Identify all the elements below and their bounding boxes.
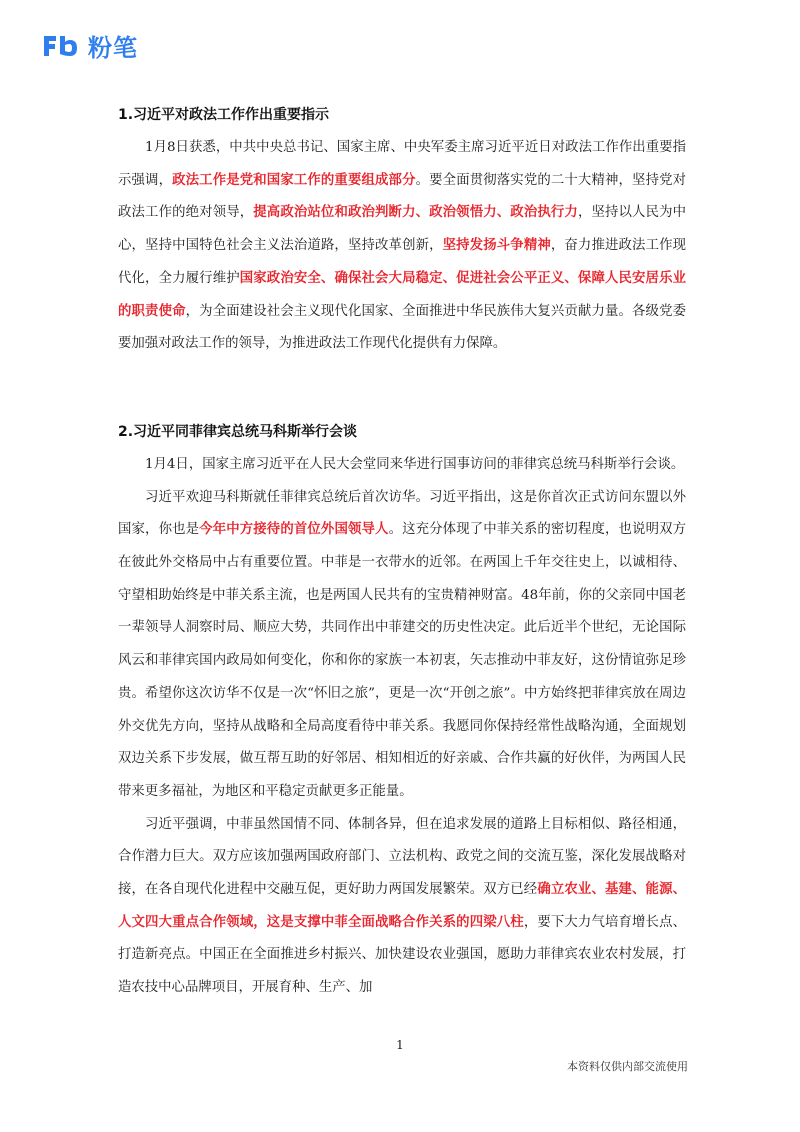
body-text: 。这充分体现了中菲关系的密切程度，也说明双方在彼此外交格局中占有重要位置。中菲是一衣带水的近邻。在两国上千年交往史上，以诚相待、守望相助始终是中菲关系主流，也是两国人民共有的宝贵精神财富。48年前，你的父亲同中国老一辈领导人洞察时局、顺应大势，共同作出中菲建交的历史性决定。此后近半个世纪，无论国际风云和菲律宾国内政局如何变化，你和你的家族一本初衷，矢志推动中菲友好，这份情谊弥足珍贵。希望你这次访华不仅是一次“怀旧之旅”，更是一次“开创之旅”。中方始终把菲律宾放在周边外交优先方向，坚持从战略和全局高度看待中菲关系。我愿同你保持经常性战略沟通，全面规划双边关系下步发展，做互帮互助的好邻居、相知相近的好亲戚、合作共赢的好伙伴，为两国人民带来更多福祉，为地区和平稳定贡献更多正能量。 <box>118 522 687 799</box>
section-2-paragraph-3 <box>118 809 686 1005</box>
highlighted-text: 确立农业、基建、能源、人文四大重点合作领域，这是支撑中菲全面战略合作关系的四梁八柱 <box>118 882 687 930</box>
highlighted-text: 坚持发扬斗争精神 <box>442 238 551 254</box>
body-text: 。要全面贯彻落实党的二十大精神，坚持党对政法工作的绝对领导， <box>118 172 687 221</box>
brand-logo <box>40 28 138 63</box>
highlighted-text: 提高政治站位和政治判断力、政治领悟力、政治执行力 <box>253 205 578 221</box>
fenbi-logo-icon <box>40 33 80 59</box>
highlighted-text: 国家政治安全、确保社会大局稳定、促进社会公平正义、保障人民安居乐业的职责使命 <box>118 270 687 319</box>
body-text: 习近平欢迎马科斯就任菲律宾总统后首次访华。习近平指出，这是你首次正式访问东盟以外国家，你也是 <box>118 489 686 538</box>
body-text: ，要下大力气培育增长点、打造新亮点。中国正在全面推进乡村振兴、加快建设农业强国，愿助力菲律宾农业农村发展，打造农技中心品牌项目，开展育种、生产、加 <box>118 914 686 996</box>
section-1-paragraph-1 <box>118 132 686 361</box>
page-number: 1 <box>396 1038 404 1052</box>
body-text: 习近平强调，中菲虽然国情不同、体制各异，但在追求发展的道路上目标相似、路径相通，合作潜力巨大。双方应该加强两国政府部门、立法机构、政党之间的交流互鉴，深化发展战略对接，在各自现代化进程中交融互促，更好助力两国发展繁荣。双方已经 <box>118 816 686 898</box>
document-body <box>118 98 686 1005</box>
section-heading-1: 1.习近平对政法工作作出重要指示 <box>118 107 330 123</box>
body-text: 1月8日获悉，中共中央总书记、国家主席、中央军委主席习近平近日对政法工作作出重要指示强调， <box>118 140 686 188</box>
highlighted-text: 政法工作是党和国家工作的重要组成部分 <box>172 172 416 188</box>
section-2-paragraph-1 <box>118 449 686 482</box>
body-text: ，坚持以人民为中心，坚持中国特色社会主义法治道路，坚持改革创新， <box>118 205 687 254</box>
section-2-paragraph-2 <box>118 482 686 809</box>
footer-note: 本资料仅供内部交流使用 <box>567 1060 688 1073</box>
highlighted-text: 今年中方接待的首位外国领导人 <box>199 522 389 538</box>
body-text: ，为全面建设社会主义现代化国家、全面推进中华民族伟大复兴贡献力量。各级党委要加强对政法工作的领导，为推进政法工作现代化提供有力保障。 <box>118 303 687 352</box>
body-text: 1月4日，国家主席习近平在人民大会堂同来华进行国事访问的菲律宾总统马科斯举行会谈。 <box>145 456 685 472</box>
section-heading-2: 2.习近平同菲律宾总统马科斯举行会谈 <box>118 423 358 440</box>
body-text: ，奋力推进政法工作现代化，全力履行维护 <box>118 238 687 286</box>
logo-text: 粉笔 <box>88 34 138 62</box>
